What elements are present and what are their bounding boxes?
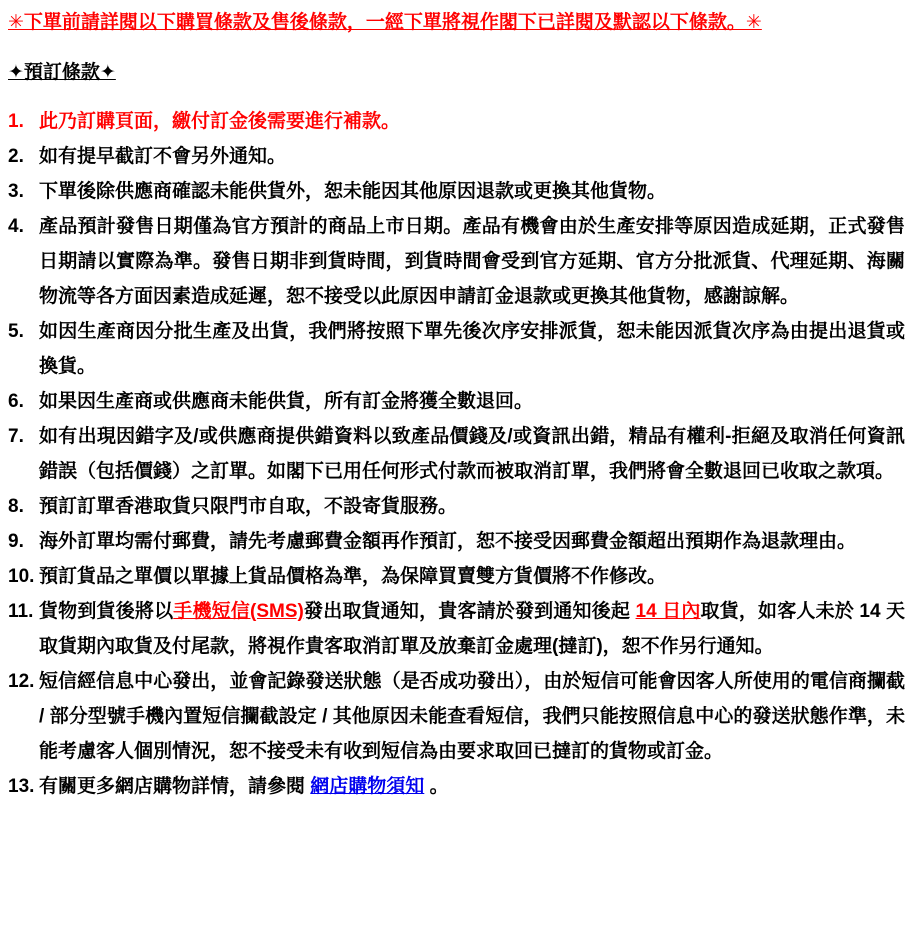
term-text (39, 314, 905, 384)
term-item-13 (8, 769, 905, 804)
term-item-12 (8, 664, 905, 769)
term-number: 13. (8, 776, 35, 797)
term-number: 9. (8, 531, 24, 552)
text-segment: 如有提早截訂不會另外通知。 (39, 146, 287, 167)
terms-list (8, 104, 905, 804)
text-segment: 如有出現因錯字及/或供應商提供錯資料以致產品價錢及/或資訊出錯，精品有權利-拒絕及取消任何資訊錯誤（包括價錢）之訂單。如閣下已用任何形式付款而被取消訂單，我們將會全數退回已收取之款項。 (39, 426, 905, 482)
term-item-10 (8, 559, 905, 594)
term-number: 4. (8, 216, 24, 237)
term-text (39, 384, 905, 419)
preorder-terms-heading: ✦預訂條款✦ (8, 62, 116, 83)
highlighted-red-text: 手機短信(SMS) (173, 601, 304, 622)
term-number: 2. (8, 146, 24, 167)
store-shopping-notice-link[interactable]: 網店購物須知 (310, 776, 425, 797)
term-number: 10. (8, 566, 35, 587)
term-item-1 (8, 104, 905, 139)
term-item-5 (8, 314, 905, 384)
text-segment: 有關更多網店購物詳情，請參閱 (39, 776, 311, 797)
text-segment: 取貨，如客人未於 14 天取貨期內取貨及付尾款，將視作貴客取消訂單及放棄訂金處理(撻訂)，恕不作另行通知。 (39, 601, 906, 657)
term-item-7 (8, 419, 905, 489)
text-segment: 產品預計發售日期僅為官方預計的商品上市日期。產品有機會由於生產安排等原因造成延期，正式發售日期請以實際為準。發售日期非到貨時間，到貨時間會受到官方延期、官方分批派貨、代理延期、海關物流等各方面因素造成延遲，恕不接受以此原因申請訂金退款或更換其他貨物，感謝諒解。 (39, 216, 905, 307)
term-number: 3. (8, 181, 24, 202)
text-segment: 貨物到貨後將以 (39, 601, 174, 622)
term-number: 11. (8, 601, 34, 622)
term-item-3 (8, 174, 905, 209)
term-number: 1. (8, 111, 24, 132)
term-number: 8. (8, 496, 24, 517)
term-text (39, 524, 905, 559)
text-segment: 下單後除供應商確認未能供貨外，恕未能因其他原因退款或更換其他貨物。 (39, 181, 667, 202)
term-number: 7. (8, 426, 24, 447)
text-segment: 如因生產商因分批生產及出貨，我們將按照下單先後次序安排派貨，恕未能因派貨次序為由提出退貨或換貨。 (39, 321, 905, 377)
text-segment: 海外訂單均需付郵費，請先考慮郵費金額再作預訂，恕不接受因郵費金額超出預期作為退款理由。 (39, 531, 857, 552)
text-segment: 此乃訂購頁面，繳付訂金後需要進行補款。 (39, 111, 401, 132)
text-segment: 。 (424, 776, 449, 797)
term-item-9 (8, 524, 905, 559)
term-number: 6. (8, 391, 24, 412)
text-segment: 如果因生產商或供應商未能供貨，所有訂金將獲全數退回。 (39, 391, 534, 412)
term-item-11 (8, 594, 905, 664)
text-segment: 預訂訂單香港取貨只限門市自取，不設寄貨服務。 (39, 496, 458, 517)
term-item-4 (8, 209, 905, 314)
term-text (39, 104, 905, 139)
term-text (39, 139, 905, 174)
term-text (39, 594, 905, 664)
terms-notice-title: ✳下單前請詳閱以下購買條款及售後條款，一經下單將視作閣下已詳閱及默認以下條款。✳ (8, 12, 762, 33)
term-item-6 (8, 384, 905, 419)
text-segment: 預訂貨品之單價以單據上貨品價格為準，為保障買賣雙方貨價將不作修改。 (39, 566, 667, 587)
term-item-2 (8, 139, 905, 174)
term-item-8 (8, 489, 905, 524)
term-text (39, 769, 905, 804)
term-text (39, 489, 905, 524)
term-text (39, 664, 905, 769)
term-text (39, 419, 905, 489)
highlighted-red-text: 14 日內 (635, 601, 701, 622)
term-number: 12. (8, 671, 35, 692)
term-text (39, 209, 905, 314)
term-text (39, 559, 905, 594)
term-number: 5. (8, 321, 24, 342)
text-segment: 短信經信息中心發出，並會記錄發送狀態（是否成功發出），由於短信可能會因客人所使用的電信商攔截 / 部分型號手機內置短信攔截設定 / 其他原因未能查看短信，我們只能按照信息中心的發送狀態作準，未能考慮客人個別情況，恕不接受未有收到短信為由要求取回已撻訂的貨物或訂金。 (39, 671, 905, 762)
term-text (39, 174, 905, 209)
text-segment: 發出取貨通知，貴客請於發到通知後起 (303, 601, 636, 622)
